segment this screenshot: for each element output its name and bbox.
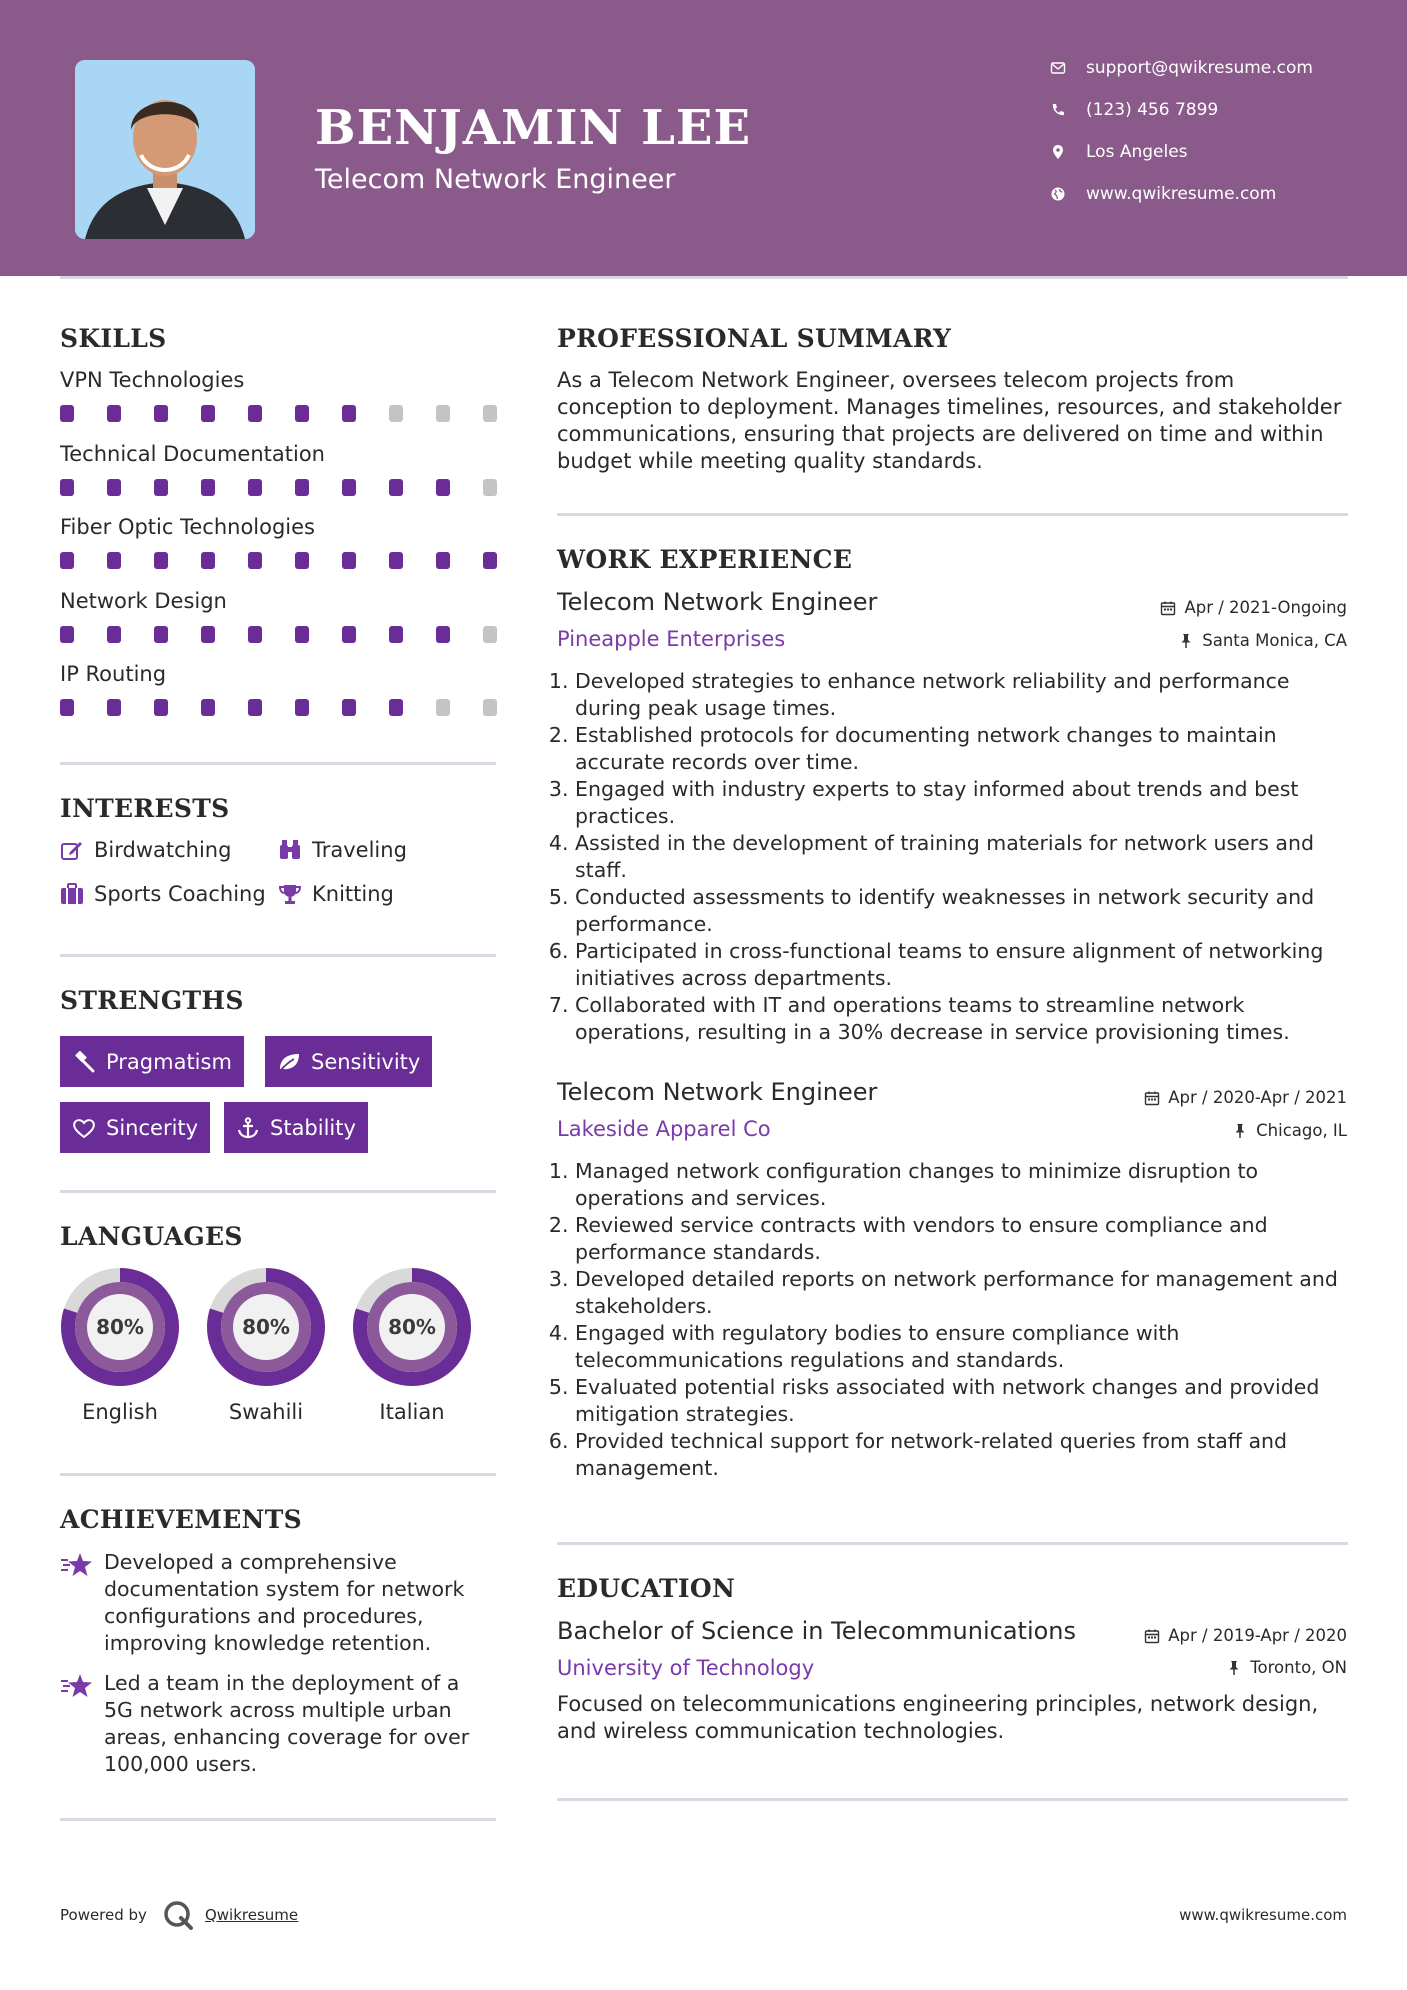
languages-divider bbox=[60, 1473, 496, 1476]
globe-icon bbox=[1050, 186, 1080, 202]
job-date bbox=[1144, 1088, 1347, 1107]
rating-dot-filled bbox=[60, 552, 74, 569]
job-bullet: 1. Managed network configuration changes to minimize disruption to operations and services. bbox=[575, 1158, 1357, 1212]
gavel-icon bbox=[72, 1051, 96, 1073]
brand-link[interactable]: Qwikresume bbox=[204, 1906, 299, 1924]
achievement-item bbox=[60, 1670, 490, 1778]
footer-website[interactable]: www.qwikresume.com bbox=[1179, 1906, 1347, 1924]
rating-dot-filled bbox=[201, 552, 215, 569]
job-title: Telecom Network Engineer bbox=[557, 588, 878, 616]
education-degree: Bachelor of Science in Telecommunications bbox=[557, 1617, 1077, 1645]
rating-dot-filled bbox=[295, 405, 309, 422]
footer-powered-by bbox=[60, 1898, 298, 1932]
rating-dot-filled bbox=[342, 699, 356, 716]
experience-divider bbox=[557, 1542, 1348, 1545]
briefcase-icon bbox=[60, 883, 84, 905]
strength-tag bbox=[60, 1036, 244, 1087]
skill-rating bbox=[60, 552, 530, 569]
interest-label: Birdwatching bbox=[94, 838, 232, 862]
rating-dot-filled bbox=[60, 699, 74, 716]
summary-heading: PROFESSIONAL SUMMARY bbox=[557, 324, 952, 353]
star-icon bbox=[60, 1551, 94, 1579]
job-bullet: 5. Evaluated potential risks associated with network changes and provided mitigation strategies. bbox=[575, 1374, 1357, 1428]
rating-dot-filled bbox=[436, 626, 450, 643]
skill-name: Network Design bbox=[60, 588, 227, 613]
calendar-icon bbox=[1144, 1090, 1160, 1106]
rating-dot-filled bbox=[107, 626, 121, 643]
education-date-text: Apr / 2019-Apr / 2020 bbox=[1168, 1626, 1347, 1645]
rating-dot-filled bbox=[107, 699, 121, 716]
interest-item bbox=[278, 882, 394, 906]
job-company: Pineapple Enterprises bbox=[557, 627, 786, 651]
leaf-icon bbox=[277, 1051, 301, 1073]
skill-rating bbox=[60, 405, 530, 422]
language-item bbox=[351, 1266, 473, 1424]
language-item bbox=[59, 1266, 181, 1424]
calendar-icon bbox=[1160, 600, 1176, 616]
rating-dot-filled bbox=[389, 626, 403, 643]
contact-phone-text: (123) 456 7899 bbox=[1086, 100, 1219, 120]
rating-dot-filled bbox=[248, 479, 262, 496]
education-school: University of Technology bbox=[557, 1656, 815, 1680]
interest-label: Traveling bbox=[312, 838, 407, 862]
contact-email[interactable] bbox=[1050, 58, 1313, 78]
skills-heading: SKILLS bbox=[60, 324, 167, 353]
pin-icon bbox=[1226, 1660, 1242, 1676]
anchor-icon bbox=[236, 1117, 260, 1139]
contact-email-text: support@qwikresume.com bbox=[1086, 58, 1313, 78]
rating-dot-filled bbox=[389, 552, 403, 569]
rating-dot-filled bbox=[154, 405, 168, 422]
job-bullet: 6. Provided technical support for network-related queries from staff and management. bbox=[575, 1428, 1357, 1482]
rating-dot-empty bbox=[483, 626, 497, 643]
rating-dot-filled bbox=[483, 552, 497, 569]
interest-item bbox=[60, 882, 266, 906]
rating-dot-filled bbox=[295, 699, 309, 716]
strength-label: Stability bbox=[270, 1115, 356, 1140]
rating-dot-filled bbox=[201, 479, 215, 496]
summary-text: As a Telecom Network Engineer, oversees telecom projects from conception to deployment. Manages timelines, resources, and stakeholder communications, ensuring that projects are delivered on time and within budget while meeting quality standards. bbox=[557, 368, 1342, 473]
rating-dot-empty bbox=[436, 405, 450, 422]
rating-dot-filled bbox=[154, 699, 168, 716]
strength-tag bbox=[60, 1102, 210, 1153]
resume-header bbox=[0, 0, 1407, 276]
rating-dot-filled bbox=[154, 626, 168, 643]
strength-label: Sincerity bbox=[106, 1115, 199, 1140]
job-bullet: 7. Collaborated with IT and operations teams to streamline network operations, resulting in a 30% decrease in service provisioning times. bbox=[575, 992, 1357, 1046]
job-bullet: 3. Engaged with industry experts to stay informed about trends and best practices. bbox=[575, 776, 1357, 830]
phone-icon bbox=[1050, 102, 1080, 118]
rating-dot-filled bbox=[295, 479, 309, 496]
job-bullet: 4. Assisted in the development of training materials for network users and staff. bbox=[575, 830, 1357, 884]
skill-rating bbox=[60, 626, 530, 643]
language-progress-ring bbox=[351, 1266, 473, 1388]
skill-name: IP Routing bbox=[60, 662, 167, 686]
education-date bbox=[1144, 1626, 1347, 1645]
languages-heading: LANGUAGES bbox=[60, 1222, 243, 1251]
rating-dot-filled bbox=[295, 626, 309, 643]
map-marker-icon bbox=[1050, 144, 1080, 160]
education-location bbox=[1226, 1658, 1347, 1677]
job-bullet: 4. Engaged with regulatory bodies to ensure compliance with telecommunications regulations and standards. bbox=[575, 1320, 1357, 1374]
education-location-text: Toronto, ON bbox=[1250, 1658, 1347, 1677]
rating-dot-filled bbox=[342, 626, 356, 643]
contact-location bbox=[1050, 142, 1188, 162]
rating-dot-filled bbox=[248, 626, 262, 643]
calendar-icon bbox=[1144, 1628, 1160, 1644]
rating-dot-filled bbox=[60, 626, 74, 643]
achievement-item bbox=[60, 1549, 490, 1657]
rating-dot-empty bbox=[483, 479, 497, 496]
job-date bbox=[1160, 598, 1347, 617]
job-bullet: 2. Established protocols for documenting network changes to maintain accurate records over time. bbox=[575, 722, 1357, 776]
achievement-text: Developed a comprehensive documentation system for network configurations and procedures, improving knowledge retention. bbox=[104, 1550, 465, 1655]
envelope-icon bbox=[1050, 60, 1080, 76]
candidate-title: Telecom Network Engineer bbox=[315, 164, 676, 195]
rating-dot-empty bbox=[389, 405, 403, 422]
rating-dot-filled bbox=[389, 699, 403, 716]
rating-dot-filled bbox=[248, 699, 262, 716]
rating-dot-filled bbox=[201, 626, 215, 643]
rating-dot-filled bbox=[389, 479, 403, 496]
skill-name: VPN Technologies bbox=[60, 368, 245, 392]
skill-name: Technical Documentation bbox=[60, 441, 325, 466]
job-location bbox=[1178, 631, 1347, 650]
contact-website[interactable] bbox=[1050, 184, 1276, 204]
rating-dot-filled bbox=[107, 552, 121, 569]
language-item bbox=[205, 1266, 327, 1424]
strength-tag bbox=[265, 1036, 432, 1087]
contact-phone[interactable] bbox=[1050, 100, 1218, 120]
heart-icon bbox=[72, 1117, 96, 1139]
job-date-text: Apr / 2020-Apr / 2021 bbox=[1168, 1088, 1347, 1107]
interest-label: Knitting bbox=[312, 882, 394, 906]
strength-label: Pragmatism bbox=[106, 1049, 232, 1074]
rating-dot-empty bbox=[483, 405, 497, 422]
strength-tag bbox=[224, 1102, 368, 1153]
job-bullet: 1. Developed strategies to enhance network reliability and performance during peak usage times. bbox=[575, 668, 1357, 722]
pin-icon bbox=[1232, 1123, 1248, 1139]
star-icon bbox=[60, 1672, 94, 1700]
job-bullet: 6. Participated in cross-functional teams to ensure alignment of networking initiatives across departments. bbox=[575, 938, 1357, 992]
job-title: Telecom Network Engineer bbox=[557, 1078, 878, 1106]
language-percent: 80% bbox=[388, 1315, 436, 1339]
rating-dot-filled bbox=[107, 479, 121, 496]
profile-photo bbox=[75, 60, 255, 239]
rating-dot-filled bbox=[154, 479, 168, 496]
edit-icon bbox=[60, 839, 84, 861]
education-description: Focused on telecommunications engineering principles, network design, and wireless communication technologies. bbox=[557, 1692, 1319, 1743]
rating-dot-filled bbox=[60, 405, 74, 422]
language-percent: 80% bbox=[242, 1315, 290, 1339]
job-bullet: 5. Conducted assessments to identify weaknesses in network security and performance. bbox=[575, 884, 1357, 938]
language-progress-ring bbox=[205, 1266, 327, 1388]
header-divider bbox=[60, 276, 1348, 279]
job-bullets bbox=[557, 668, 1357, 1046]
interests-divider bbox=[60, 954, 496, 957]
rating-dot-filled bbox=[342, 552, 356, 569]
education-heading: EDUCATION bbox=[557, 1574, 736, 1603]
rating-dot-filled bbox=[248, 552, 262, 569]
rating-dot-filled bbox=[436, 479, 450, 496]
rating-dot-filled bbox=[60, 479, 74, 496]
summary-divider bbox=[557, 513, 1348, 516]
language-name: English bbox=[82, 1400, 158, 1424]
interest-item bbox=[60, 838, 231, 862]
job-location-text: Santa Monica, CA bbox=[1202, 631, 1347, 650]
rating-dot-empty bbox=[483, 699, 497, 716]
job-location-text: Chicago, IL bbox=[1256, 1121, 1347, 1140]
skill-rating bbox=[60, 479, 530, 496]
rating-dot-filled bbox=[342, 479, 356, 496]
rating-dot-filled bbox=[201, 699, 215, 716]
contact-website-text: www.qwikresume.com bbox=[1086, 184, 1277, 204]
rating-dot-filled bbox=[201, 405, 215, 422]
skill-name: Fiber Optic Technologies bbox=[60, 515, 315, 539]
trophy-icon bbox=[278, 883, 302, 905]
experience-heading: WORK EXPERIENCE bbox=[557, 545, 853, 574]
rating-dot-filled bbox=[342, 405, 356, 422]
rating-dot-filled bbox=[248, 405, 262, 422]
job-bullet: 2. Reviewed service contracts with vendors to ensure compliance and performance standards. bbox=[575, 1212, 1357, 1266]
powered-by-label: Powered by bbox=[60, 1906, 147, 1924]
qwikresume-logo-icon bbox=[161, 1898, 195, 1932]
achievements-divider bbox=[60, 1818, 496, 1821]
rating-dot-filled bbox=[107, 405, 121, 422]
rating-dot-filled bbox=[154, 552, 168, 569]
binoculars-icon bbox=[278, 839, 302, 861]
job-date-text: Apr / 2021-Ongoing bbox=[1184, 598, 1347, 617]
job-bullet: 3. Developed detailed reports on network performance for management and stakeholders. bbox=[575, 1266, 1357, 1320]
rating-dot-filled bbox=[436, 552, 450, 569]
skills-divider bbox=[60, 762, 496, 765]
job-company: Lakeside Apparel Co bbox=[557, 1117, 771, 1141]
strength-label: Sensitivity bbox=[311, 1049, 421, 1074]
rating-dot-empty bbox=[436, 699, 450, 716]
language-name: Swahili bbox=[228, 1400, 304, 1424]
interest-label: Sports Coaching bbox=[94, 882, 266, 906]
language-progress-ring bbox=[59, 1266, 181, 1388]
job-location bbox=[1232, 1121, 1347, 1140]
interest-item bbox=[278, 838, 407, 862]
language-name: Italian bbox=[379, 1400, 445, 1424]
contact-location-text: Los Angeles bbox=[1086, 142, 1188, 162]
strengths-heading: STRENGTHS bbox=[60, 986, 244, 1015]
rating-dot-filled bbox=[295, 552, 309, 569]
strengths-divider bbox=[60, 1190, 496, 1193]
interests-heading: INTERESTS bbox=[60, 794, 230, 823]
achievement-text: Led a team in the deployment of a 5G network across multiple urban areas, enhancing coverage for over 100,000 users. bbox=[104, 1671, 470, 1776]
education-divider bbox=[557, 1798, 1348, 1801]
skill-rating bbox=[60, 699, 530, 716]
achievements-heading: ACHIEVEMENTS bbox=[60, 1505, 302, 1534]
job-bullets bbox=[557, 1158, 1357, 1482]
pin-icon bbox=[1178, 633, 1194, 649]
language-percent: 80% bbox=[96, 1315, 144, 1339]
candidate-name: BENJAMIN LEE bbox=[315, 100, 752, 156]
